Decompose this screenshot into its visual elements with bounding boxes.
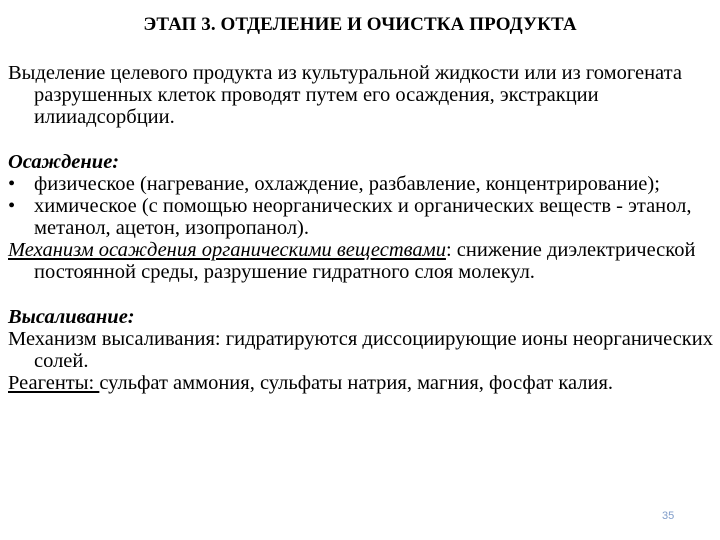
bullet-text: химическое (с помощью неорганических и органических веществ - этанол, метанол, ацетон, изопропанол). [34, 195, 692, 239]
bullet-item-physical [8, 173, 718, 195]
bullet-text: физическое (нагревание, охлаждение, разбавление, концентрирование); [34, 173, 660, 195]
precipitation-heading: Осаждение: [8, 151, 120, 173]
bullet-icon: • [8, 195, 16, 217]
spacer [8, 128, 718, 151]
precipitation-mechanism [8, 239, 718, 283]
page-title: ЭТАП 3. ОТДЕЛЕНИЕ И ОЧИСТКА ПРОДУКТА [143, 14, 577, 35]
mechanism-label: Механизм осаждения органическими веществами [8, 239, 446, 261]
slide-body [8, 62, 718, 394]
reagents-label: Реагенты: [8, 372, 100, 394]
mechanism-text: : снижение диэлектрической постоянной среды, разрушение гидратного слоя молекул. [34, 239, 696, 283]
salting-out-heading: Высаливание: [8, 306, 135, 328]
reagents-text: сульфат аммония, сульфаты натрия, магния, фосфат калия. [99, 372, 614, 394]
reagents-line [8, 372, 718, 394]
bullet-icon: • [8, 173, 16, 195]
page-number: 35 [662, 510, 675, 522]
bullet-item-chemical [8, 195, 718, 239]
salting-out-mechanism: Механизм высаливания: гидратируются диссоциирующие ионы неорганических солей. [8, 328, 713, 372]
intro-paragraph: Выделение целевого продукта из культуральной жидкости или из гомогената разрушенных клеток проводят путем его осаждения, экстракции илииадсорбции. [8, 62, 682, 128]
spacer [8, 283, 718, 306]
